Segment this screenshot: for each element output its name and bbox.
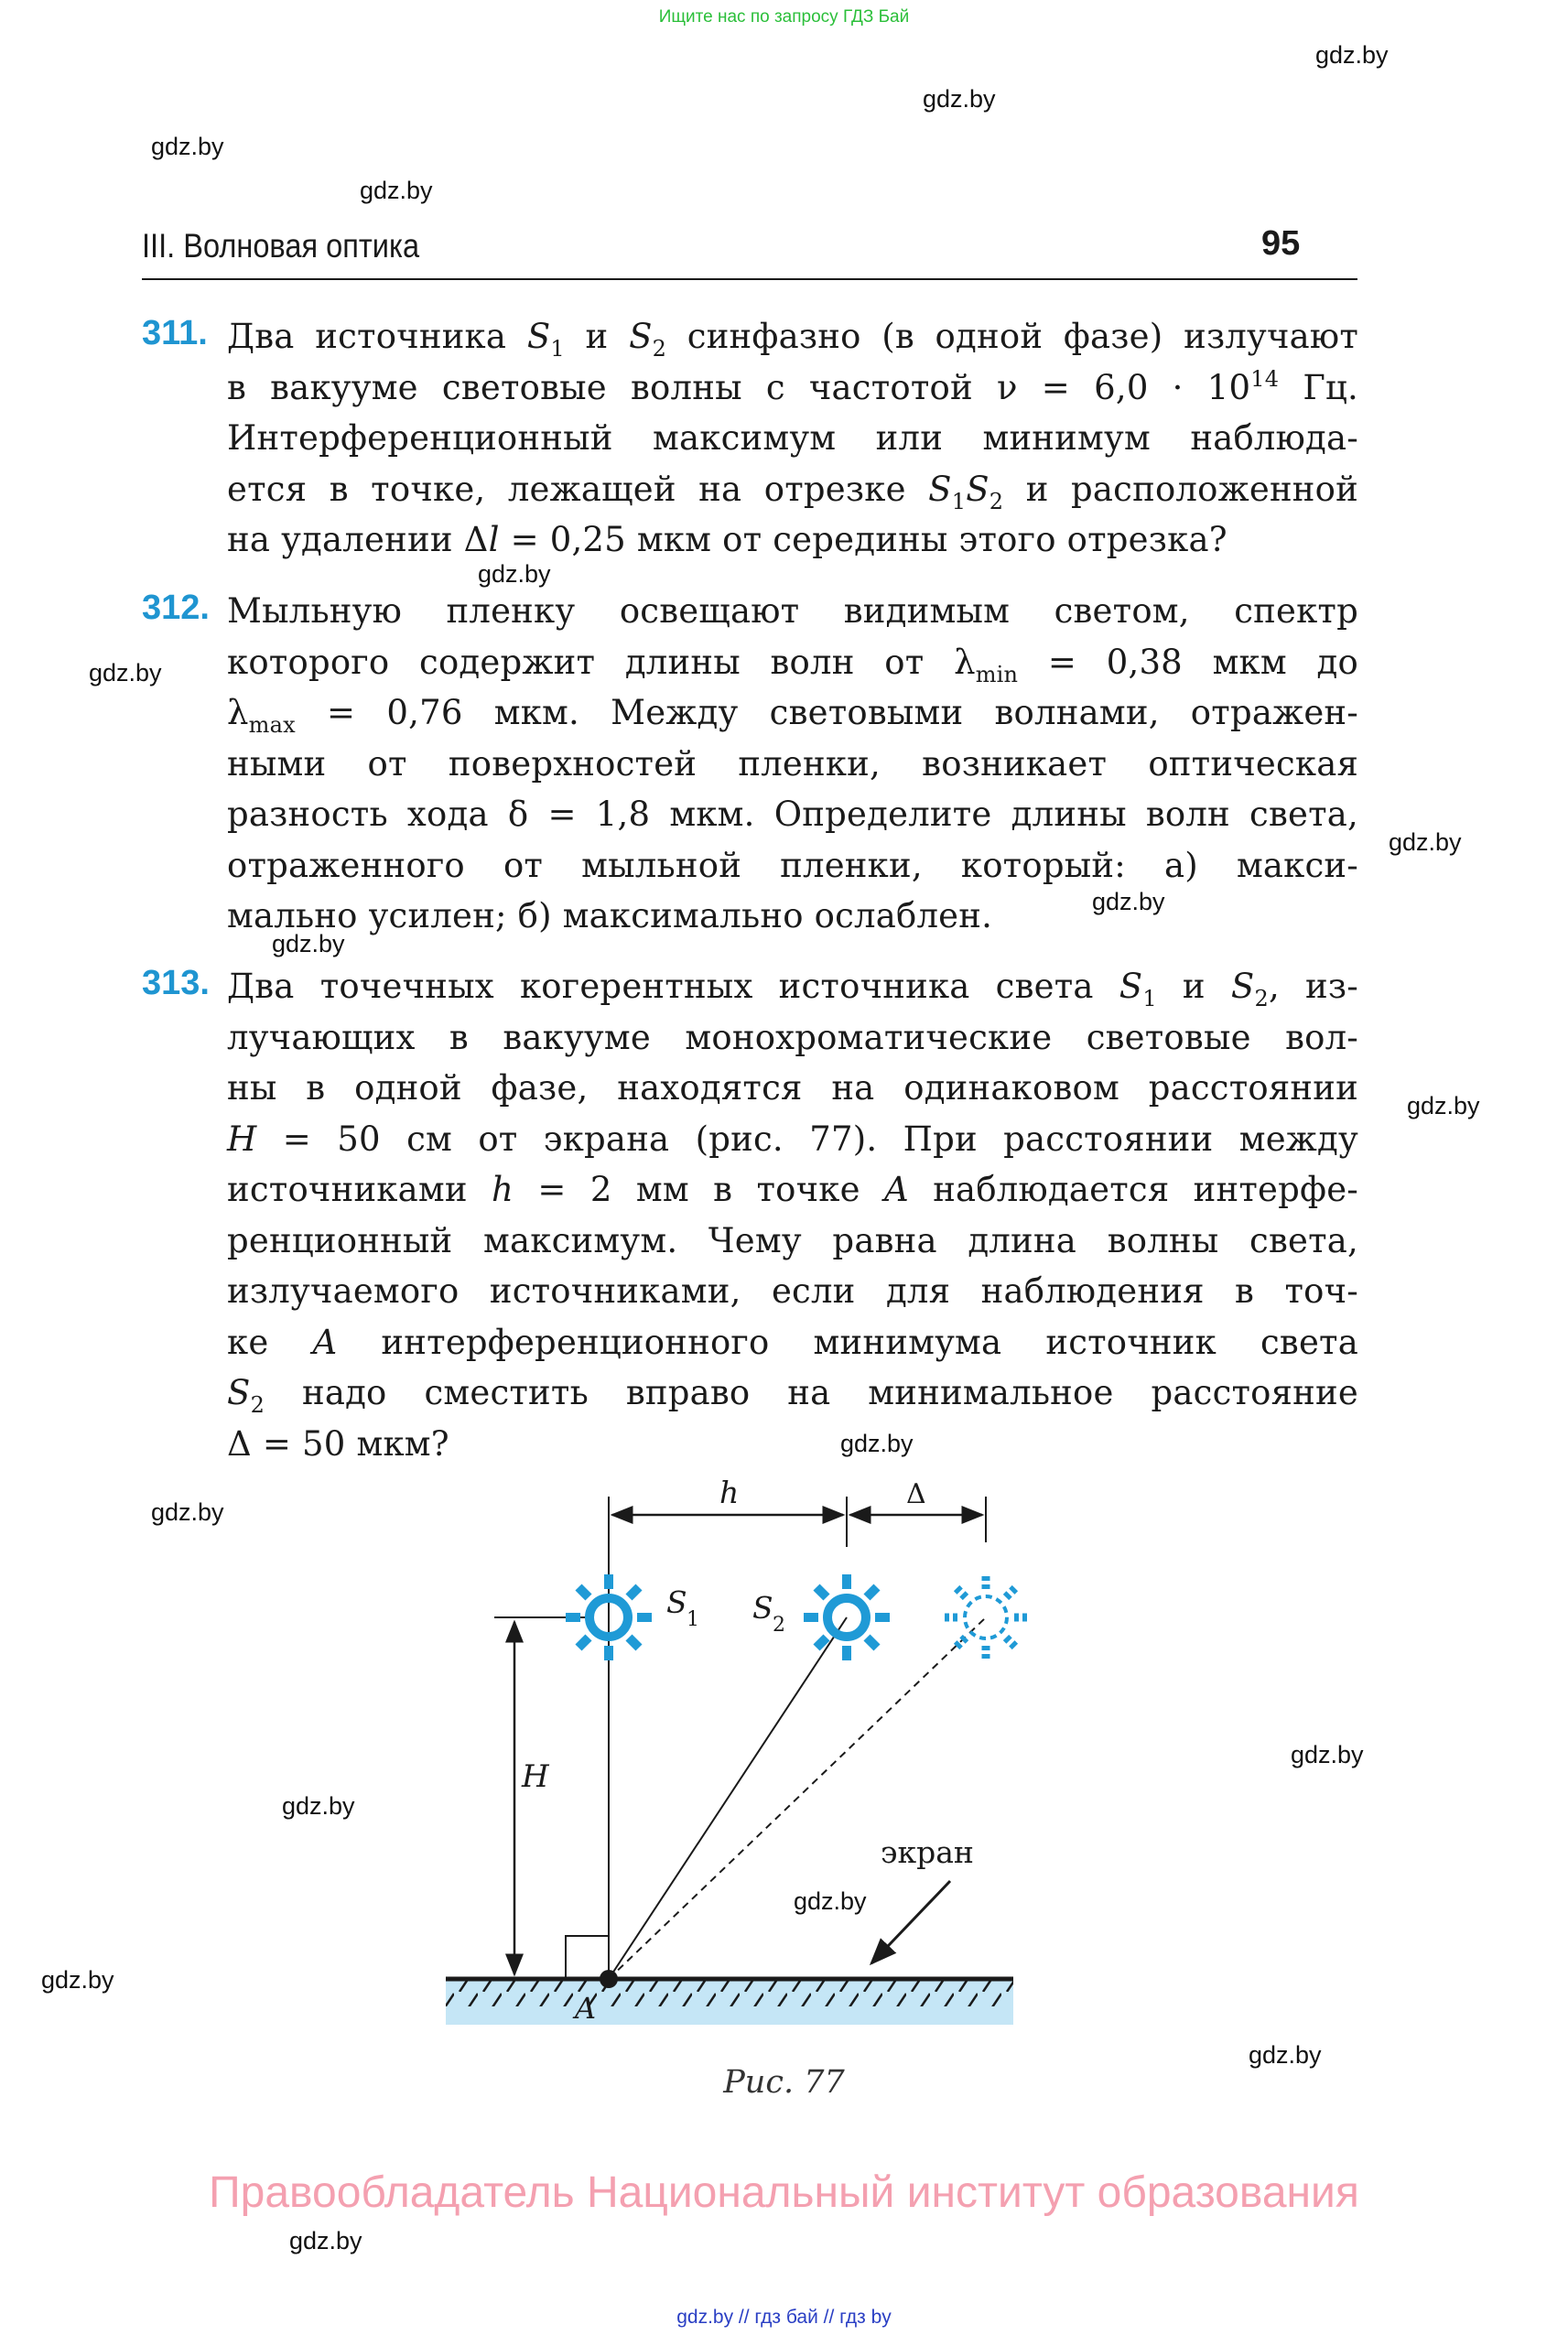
problem-line: лучающих в вакууме монохроматические световые вол- (227, 1017, 1358, 1057)
problem-number-312: 312. (142, 589, 210, 627)
problem-line: Интерференционный максимум или минимум наблюда- (227, 418, 1358, 458)
watermark: gdz.by (289, 2227, 362, 2254)
watermark: gdz.by (272, 930, 345, 957)
problem-line: Два точечных когерентных источника света $S_1$ и $S_2$, из- (227, 967, 1358, 1011)
watermark: gdz.by (1092, 888, 1165, 915)
problem-line: на удалении Δl = 0,25 мкм от середины этого отрезка? (227, 520, 1227, 559)
watermark: gdz.by (151, 133, 224, 160)
top-search-note: Ищите нас по запросу ГДЗ Бай (658, 7, 910, 27)
watermark: gdz.by (794, 1887, 867, 1915)
problem-line: Мыльную пленку освещают видимым светом, спектр (227, 591, 1358, 631)
problem-line: ке A интерференционного минимума источник света (227, 1322, 1358, 1362)
label-H: H (522, 1758, 549, 1795)
label-screen: экран (881, 1834, 974, 1870)
ray-shifted-to-a (609, 1617, 986, 1979)
problem-line: H = 50 см от экрана (рис. 77). При расстоянии между (227, 1119, 1358, 1159)
label-a: A (575, 1991, 597, 2026)
watermark: gdz.by (360, 177, 433, 204)
problem-line: мально усилен; б) максимально ослаблен. (227, 896, 993, 935)
problem-number-311: 311. (142, 314, 208, 352)
ray-s2-to-a (609, 1617, 847, 1979)
problem-line: источниками h = 2 мм в точке A наблюдается интерфе- (227, 1170, 1359, 1209)
problem-313-text (227, 961, 1358, 1469)
footer-links[interactable]: gdz.by // гдз бай // гдз by (676, 2307, 892, 2328)
problem-line: в вакууме световые волны с частотой $\nu = 6,0 \cdot 10^{14}$ Гц. (227, 365, 1358, 407)
problem-line: Δ = 50 мкм? (227, 1423, 449, 1464)
label-h: h (719, 1475, 740, 1510)
watermark: gdz.by (1249, 2041, 1322, 2069)
problem-line: $\lambda_{max} = 0,76$ мкм. Между световыми волнами, отражен- (227, 693, 1358, 738)
watermark: gdz.by (151, 1498, 224, 1526)
screen-hatching (446, 1979, 1013, 2006)
watermark: gdz.by (282, 1792, 355, 1820)
label-delta: Δ (906, 1478, 926, 1510)
watermark: gdz.by (89, 659, 162, 687)
copyright-notice: Правообладатель Национальный институт образования (209, 2168, 1359, 2217)
watermark: gdz.by (1291, 1741, 1364, 1768)
problem-line: ными от поверхностей пленки, возникает оптическая (227, 743, 1358, 784)
problem-line: $S_2$ надо сместить вправо на минимальное расстояние (227, 1373, 1358, 1418)
watermark: gdz.by (478, 560, 551, 588)
problem-312-text (227, 586, 1358, 942)
label-s2: S (752, 1590, 773, 1626)
problem-line: Два источника $S_1$ и $S_2$ синфазно (в одной фазе) излучают (227, 317, 1358, 362)
screen-pointer-arrow (871, 1881, 950, 1963)
problem-line: ренционный максимум. Чему равна длина волны света, (227, 1220, 1358, 1260)
problem-line: отраженного от мыльной пленки, который: а) макси- (227, 845, 1358, 885)
watermark: gdz.by (923, 85, 996, 113)
label-s1-index: 1 (687, 1608, 699, 1631)
figure-77 (430, 1465, 1071, 2032)
problem-311-text (227, 311, 1358, 566)
figure-caption: Рис. 77 (723, 2064, 845, 2101)
problem-line: излучаемого источниками, если для наблюдения в точ- (227, 1271, 1358, 1311)
section-title: III. Волновая оптика (142, 227, 420, 265)
page-number: 95 (1261, 224, 1301, 263)
watermark: gdz.by (41, 1966, 114, 1994)
problem-number-313: 313. (142, 964, 210, 1002)
label-s2-index: 2 (773, 1614, 785, 1637)
problem-line: ется в точке, лежащей на отрезке $S_1S_2$ и расположенной (227, 469, 1358, 514)
problem-line: ны в одной фазе, находятся на одинаковом расстоянии (227, 1068, 1358, 1108)
watermark: gdz.by (840, 1430, 914, 1457)
watermark: gdz.by (1407, 1092, 1480, 1119)
watermark: gdz.by (1315, 41, 1389, 69)
label-s1: S (666, 1584, 687, 1620)
watermark: gdz.by (1389, 828, 1462, 856)
header-rule (142, 278, 1357, 280)
problem-line: которого содержит длины волн от $\lambda_{min} = 0,38$ мкм до (227, 642, 1358, 687)
problem-line: разность хода δ = 1,8 мкм. Определите длины волн света, (227, 795, 1358, 834)
point-a (600, 1970, 618, 1988)
